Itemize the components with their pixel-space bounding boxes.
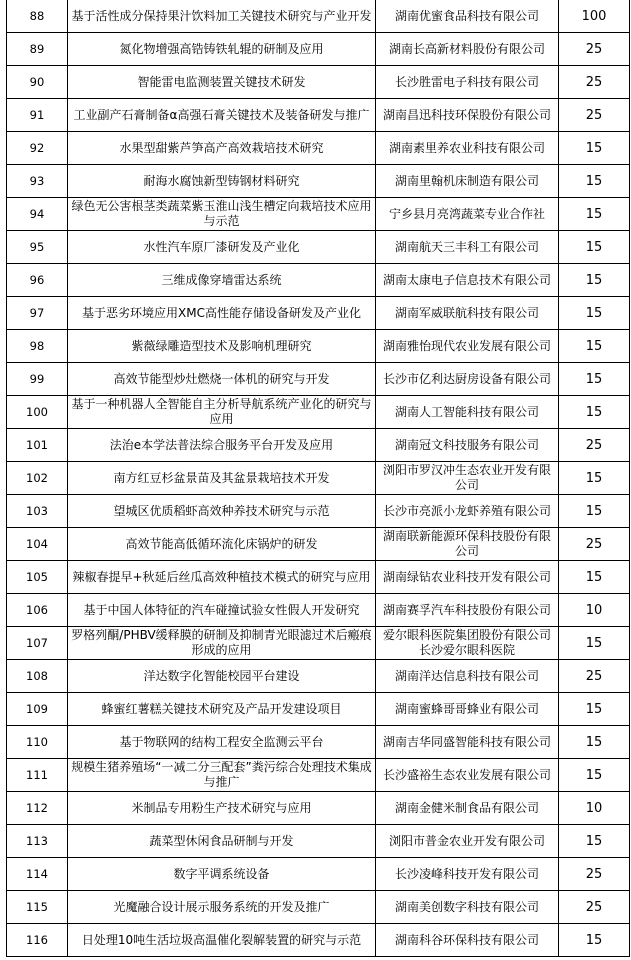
project-name-cell: 水果型甜紫芦笋高产高效栽培技术研究	[68, 132, 376, 165]
row-number-cell: 90	[7, 66, 68, 99]
table-row	[7, 528, 630, 561]
amount-cell: 25	[559, 99, 630, 132]
organization-cell: 湖南绿钻农业科技开发有限公司	[376, 561, 559, 594]
table-row	[7, 330, 630, 363]
project-name-cell: 紫薇绿雕造型技术及影响机理研究	[68, 330, 376, 363]
amount-cell: 15	[559, 495, 630, 528]
organization-cell: 长沙胜雷电子科技有限公司	[376, 66, 559, 99]
organization-cell: 湖南军威联航科技有限公司	[376, 297, 559, 330]
organization-cell: 湖南长高新材料股份有限公司	[376, 33, 559, 66]
organization-cell: 湖南洋达信息科技有限公司	[376, 660, 559, 693]
row-number-cell: 93	[7, 165, 68, 198]
row-number-cell: 111	[7, 759, 68, 792]
table-row	[7, 198, 630, 231]
project-name-cell: 罗格列酮/PHBV缓释膜的研制及抑制青光眼滤过术后瘢痕形成的应用	[68, 627, 376, 660]
row-number-cell: 103	[7, 495, 68, 528]
row-number-cell: 114	[7, 858, 68, 891]
table-row	[7, 0, 630, 33]
amount-cell: 15	[559, 363, 630, 396]
organization-cell: 湖南吉华同盛智能科技有限公司	[376, 726, 559, 759]
project-name-cell: 基于活性成分保持果汁饮料加工关键技术研究与产业开发	[68, 0, 376, 33]
table-row	[7, 165, 630, 198]
amount-cell: 15	[559, 198, 630, 231]
project-name-cell: 蜂蜜红薯糕关键技术研究及产品开发建设项目	[68, 693, 376, 726]
row-number-cell: 108	[7, 660, 68, 693]
organization-cell: 宁乡县月亮湾蔬菜专业合作社	[376, 198, 559, 231]
project-name-cell: 日处理10吨生活垃圾高温催化裂解装置的研究与示范	[68, 924, 376, 957]
project-name-cell: 三维成像穿墙雷达系统	[68, 264, 376, 297]
amount-cell: 25	[559, 660, 630, 693]
amount-cell: 15	[559, 264, 630, 297]
table-row	[7, 891, 630, 924]
amount-cell: 25	[559, 528, 630, 561]
table-row	[7, 627, 630, 660]
table-row	[7, 726, 630, 759]
table-row	[7, 396, 630, 429]
amount-cell: 15	[559, 924, 630, 957]
project-name-cell: 基于恶劣环境应用XMC高性能存储设备研发及产业化	[68, 297, 376, 330]
row-number-cell: 100	[7, 396, 68, 429]
amount-cell: 15	[559, 132, 630, 165]
table-row	[7, 660, 630, 693]
row-number-cell: 99	[7, 363, 68, 396]
amount-cell: 15	[559, 825, 630, 858]
row-number-cell: 88	[7, 0, 68, 33]
table-row	[7, 759, 630, 792]
project-name-cell: 基于中国人体特征的汽车碰撞试验女性假人开发研究	[68, 594, 376, 627]
project-name-cell: 绿色无公害根茎类蔬菜紫玉淮山浅生槽定向栽培技术应用与示范	[68, 198, 376, 231]
table-row	[7, 429, 630, 462]
organization-cell: 湖南太康电子信息技术有限公司	[376, 264, 559, 297]
row-number-cell: 110	[7, 726, 68, 759]
project-name-cell: 工业副产石膏制备α高强石膏关键技术及装备研发与推广	[68, 99, 376, 132]
row-number-cell: 89	[7, 33, 68, 66]
organization-cell: 湖南优蜜食品科技有限公司	[376, 0, 559, 33]
table-row	[7, 792, 630, 825]
project-name-cell: 蔬菜型休闲食品研制与开发	[68, 825, 376, 858]
project-name-cell: 光魔融合设计展示服务系统的开发及推广	[68, 891, 376, 924]
project-name-cell: 洋达数字化智能校园平台建设	[68, 660, 376, 693]
project-name-cell: 米制品专用粉生产技术研究与应用	[68, 792, 376, 825]
project-table-body	[7, 0, 630, 957]
row-number-cell: 98	[7, 330, 68, 363]
row-number-cell: 106	[7, 594, 68, 627]
organization-cell: 湖南素里养农业科技有限公司	[376, 132, 559, 165]
organization-cell: 湖南金健米制食品有限公司	[376, 792, 559, 825]
project-name-cell: 望城区优质稻虾高效种养技术研究与示范	[68, 495, 376, 528]
amount-cell: 25	[559, 429, 630, 462]
amount-cell: 100	[559, 0, 630, 33]
organization-cell: 湖南科谷环保科技有限公司	[376, 924, 559, 957]
organization-cell: 长沙盛裕生态农业发展有限公司	[376, 759, 559, 792]
table-row	[7, 363, 630, 396]
organization-cell: 湖南美创数字科技有限公司	[376, 891, 559, 924]
amount-cell: 25	[559, 66, 630, 99]
row-number-cell: 101	[7, 429, 68, 462]
table-row	[7, 495, 630, 528]
amount-cell: 15	[559, 726, 630, 759]
table-row	[7, 33, 630, 66]
row-number-cell: 91	[7, 99, 68, 132]
table-row	[7, 132, 630, 165]
table-row	[7, 924, 630, 957]
row-number-cell: 94	[7, 198, 68, 231]
amount-cell: 15	[559, 627, 630, 660]
table-row	[7, 297, 630, 330]
table-row	[7, 264, 630, 297]
organization-cell: 湖南昌迅科技环保股份有限公司	[376, 99, 559, 132]
organization-cell: 湖南蜜蜂哥哥蜂业有限公司	[376, 693, 559, 726]
row-number-cell: 107	[7, 627, 68, 660]
table-row	[7, 858, 630, 891]
project-table	[6, 0, 630, 957]
amount-cell: 10	[559, 792, 630, 825]
project-name-cell: 高效节能高低循环流化床锅炉的研发	[68, 528, 376, 561]
amount-cell: 10	[559, 594, 630, 627]
amount-cell: 25	[559, 858, 630, 891]
organization-cell: 湖南联新能源环保科技股份有限公司	[376, 528, 559, 561]
amount-cell: 25	[559, 33, 630, 66]
table-row	[7, 825, 630, 858]
project-name-cell: 南方红豆杉盆景苗及其盆景栽培技术开发	[68, 462, 376, 495]
organization-cell: 长沙凌峰科技开发有限公司	[376, 858, 559, 891]
project-name-cell: 水性汽车原厂漆研发及产业化	[68, 231, 376, 264]
project-name-cell: 辣椒春提早+秋延后丝瓜高效种植技术模式的研究与应用	[68, 561, 376, 594]
organization-cell: 湖南冠文科技服务有限公司	[376, 429, 559, 462]
amount-cell: 15	[559, 693, 630, 726]
row-number-cell: 96	[7, 264, 68, 297]
project-name-cell: 规模生猪养殖场“一减二分三配套”粪污综合处理技术集成与推广	[68, 759, 376, 792]
table-row	[7, 594, 630, 627]
table-row	[7, 66, 630, 99]
amount-cell: 15	[559, 231, 630, 264]
row-number-cell: 105	[7, 561, 68, 594]
row-number-cell: 113	[7, 825, 68, 858]
amount-cell: 15	[559, 165, 630, 198]
project-name-cell: 基于一种机器人全智能自主分析导航系统产业化的研究与应用	[68, 396, 376, 429]
table-row	[7, 99, 630, 132]
table-row	[7, 462, 630, 495]
organization-cell: 湖南航天三丰科工有限公司	[376, 231, 559, 264]
project-name-cell: 数字平调系统设备	[68, 858, 376, 891]
organization-cell: 长沙市亿利达厨房设备有限公司	[376, 363, 559, 396]
amount-cell: 15	[559, 759, 630, 792]
organization-cell: 湖南里翰机床制造有限公司	[376, 165, 559, 198]
organization-cell: 长沙市亮派小龙虾养殖有限公司	[376, 495, 559, 528]
row-number-cell: 115	[7, 891, 68, 924]
row-number-cell: 95	[7, 231, 68, 264]
row-number-cell: 112	[7, 792, 68, 825]
organization-cell: 爱尔眼科医院集团股份有限公司长沙爱尔眼科医院	[376, 627, 559, 660]
project-name-cell: 智能雷电监测装置关键技术研发	[68, 66, 376, 99]
organization-cell: 浏阳市罗汉冲生态农业开发有限公司	[376, 462, 559, 495]
project-name-cell: 高效节能型炒灶燃烧一体机的研究与开发	[68, 363, 376, 396]
amount-cell: 15	[559, 561, 630, 594]
project-name-cell: 基于物联网的结构工程安全监测云平台	[68, 726, 376, 759]
amount-cell: 15	[559, 396, 630, 429]
project-name-cell: 氮化物增强高锆铸铁轧辊的研制及应用	[68, 33, 376, 66]
amount-cell: 15	[559, 330, 630, 363]
amount-cell: 25	[559, 891, 630, 924]
table-row	[7, 561, 630, 594]
row-number-cell: 104	[7, 528, 68, 561]
amount-cell: 15	[559, 462, 630, 495]
organization-cell: 湖南赛孚汽车科技股份有限公司	[376, 594, 559, 627]
project-name-cell: 耐海水腐蚀新型铸钢材料研究	[68, 165, 376, 198]
organization-cell: 湖南雅怡现代农业发展有限公司	[376, 330, 559, 363]
row-number-cell: 102	[7, 462, 68, 495]
organization-cell: 湖南人工智能科技有限公司	[376, 396, 559, 429]
project-name-cell: 法治e本学法普法综合服务平台开发及应用	[68, 429, 376, 462]
row-number-cell: 97	[7, 297, 68, 330]
row-number-cell: 109	[7, 693, 68, 726]
table-row	[7, 693, 630, 726]
row-number-cell: 116	[7, 924, 68, 957]
organization-cell: 浏阳市普金农业开发有限公司	[376, 825, 559, 858]
table-row	[7, 231, 630, 264]
row-number-cell: 92	[7, 132, 68, 165]
amount-cell: 15	[559, 297, 630, 330]
